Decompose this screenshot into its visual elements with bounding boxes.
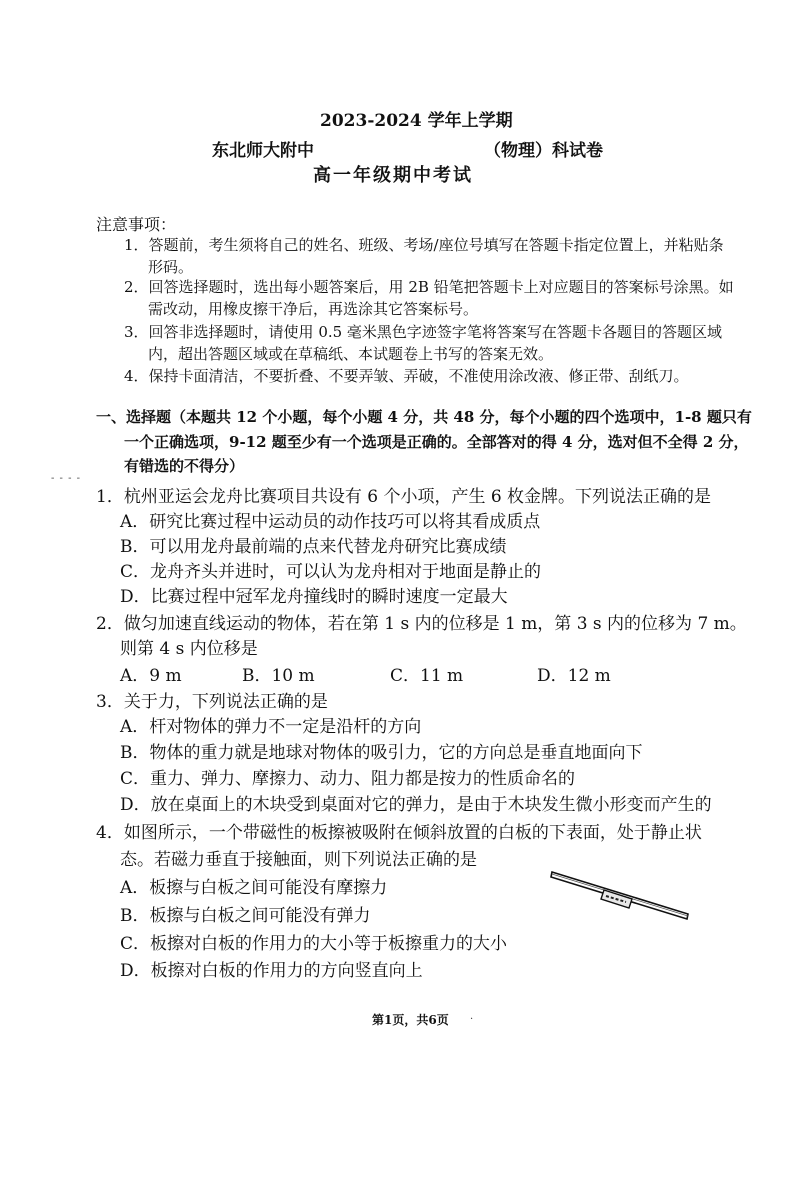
question-2-option-c: C．11 m [390,666,464,686]
notice-item-1-line1: 1．答题前，考生须将自己的姓名、班级、考场/座位号填写在答题卡指定位置上，并粘贴条 [124,236,724,254]
term-title: 2023-2024 学年上学期 [320,111,513,131]
notice-item-4: 4．保持卡面清洁，不要折叠、不要弄皱、弄破，不准使用涂改液、修正带、刮纸刀。 [124,367,689,385]
margin-dash-mark: - - - - [51,473,82,484]
page-number: 第1页，共6页 [372,1013,449,1027]
footer-dot: · [470,1014,474,1025]
section-1-line2: 一个正确选项，9-12 题至少有一个选项是正确的。全部答对的得 4 分，选对但不全得 2 分， [124,433,749,451]
question-3-stem: 3．关于力，下列说法正确的是 [96,692,328,712]
question-4-stem-line2: 态。若磁力垂直于接触面，则下列说法正确的是 [120,850,477,870]
question-2-option-d: D．12 m [537,666,611,686]
question-3-option-d: D．放在桌面上的木块受到桌面对它的弹力，是由于木块发生微小形变而产生的 [120,795,712,815]
question-1-stem: 1．杭州亚运会龙舟比赛项目共设有 6 个小项，产生 6 枚金牌。下列说法正确的是 [96,487,712,507]
notice-item-2-line2: 需改动，用橡皮擦干净后，再选涂其它答案标号。 [148,300,479,318]
question-1-option-c: C．龙舟齐头并进时，可以认为龙舟相对于地面是静止的 [120,562,542,582]
question-3-option-b: B．物体的重力就是地球对物体的吸引力，它的方向总是垂直地面向下 [120,743,643,763]
question-2-option-b: B．10 m [242,666,315,686]
question-3-option-c: C．重力、弹力、摩擦力、动力、阻力都是按力的性质命名的 [120,769,576,789]
question-4-stem: 4．如图所示，一个带磁性的板擦被吸附在倾斜放置的白板的下表面，处于静止状 [96,823,702,843]
subject-title: （物理）科试卷 [484,141,603,161]
whiteboard-eraser-figure [548,866,694,924]
question-3-option-a: A．杆对物体的弹力不一定是沿杆的方向 [120,717,422,737]
question-4-option-b: B．板擦与白板之间可能没有弹力 [120,906,371,926]
question-4-option-d: D．板擦对白板的作用力的方向竖直向上 [120,961,423,981]
section-1-line3: 有错选的不得分） [124,457,245,475]
notice-item-2-line1: 2．回答选择题时，选出每小题答案后，用 2B 铅笔把答题卡上对应题目的答案标号涂黑。如 [124,278,734,296]
question-2-stem: 2．做匀加速直线运动的物体，若在第 1 s 内的位移是 1 m，第 3 s 内的位移为 7 m。 [96,614,747,634]
question-4-option-a: A．板擦与白板之间可能没有摩擦力 [120,878,388,898]
question-1-option-b: B．可以用龙舟最前端的点来代替龙舟研究比赛成绩 [120,537,507,557]
question-1-option-d: D．比赛过程中冠军龙舟撞线时的瞬时速度一定最大 [120,587,508,607]
notice-item-1-line2: 形码。 [148,258,194,276]
exam-title: 高一年级期中考试 [313,165,473,186]
question-4-option-c: C．板擦对白板的作用力的大小等于板擦重力的大小 [120,934,508,954]
section-1-line1: 一、选择题（本题共 12 个小题，每个小题 4 分，共 48 分，每个小题的四个选项中，1-8 题只有 [96,408,752,426]
question-2-option-a: A．9 m [120,666,182,686]
question-2-stem-line2: 则第 4 s 内位移是 [120,639,258,659]
notice-item-3-line2: 内，超出答题区域或在草稿纸、本试题卷上书写的答案无效。 [148,345,554,363]
notice-heading: 注意事项： [96,215,177,234]
question-1-option-a: A．研究比赛过程中运动员的动作技巧可以将其看成质点 [120,512,541,532]
notice-item-3-line1: 3．回答非选择题时，请使用 0.5 毫米黑色字迹签字笔将答案写在答题卡各题目的答题区域 [124,323,722,341]
school-name: 东北师大附中 [212,141,314,161]
